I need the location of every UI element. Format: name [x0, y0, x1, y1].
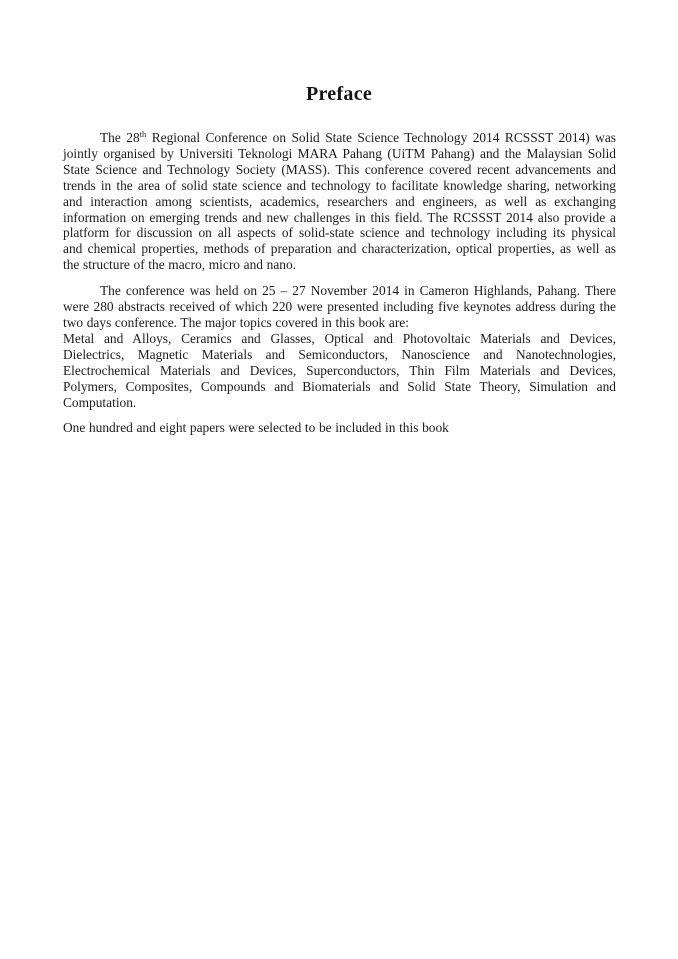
- text-line: The conference was held on 25 – 27 November 2014 in Cameron Highlands, Pahang. There: [100, 283, 616, 299]
- text-line: two days conference. The major topics covered in this book are:: [63, 314, 409, 330]
- text-line: One hundred and eight papers were selected to be included in this book: [63, 420, 449, 436]
- paragraph-topics: [63, 331, 616, 411]
- text-line: platform for discussion on all aspects of solid-state science and technology including its physical: [63, 225, 616, 241]
- text-line: Metal and Alloys, Ceramics and Glasses, Optical and Photovoltaic Materials and Devices,: [63, 330, 616, 346]
- text-line: Computation.: [63, 394, 137, 410]
- text-line: Dielectrics, Magnetic Materials and Semiconductors, Nanoscience and Nanotechnologies,: [63, 346, 616, 362]
- paragraph-intro: [63, 130, 616, 273]
- text-run: The 28: [100, 130, 140, 145]
- text-line: jointly organised by Universiti Teknologi MARA Pahang (UiTM Pahang) and the Malaysian Solid: [63, 145, 616, 161]
- text-line: were 280 abstracts received of which 220 were presented including five keynotes address during the: [63, 299, 616, 315]
- text-run: Regional Conference on Solid State Science Technology 2014 RCSSST 2014) was: [146, 130, 617, 145]
- text-line: the structure of the macro, micro and nano.: [63, 257, 297, 273]
- text-line: Polymers, Composites, Compounds and Biomaterials and Solid State Theory, Simulation and: [63, 378, 616, 394]
- text-line: State Science and Technology Society (MASS). This conference covered recent advancements and: [63, 161, 616, 177]
- superscript: th: [139, 129, 147, 139]
- paragraph-conference-details: [63, 283, 616, 331]
- text-line: and interaction among scientists, academics, researchers and engineers, as well as exchanging: [63, 193, 616, 209]
- text-line: Electrochemical Materials and Devices, Superconductors, Thin Film Materials and Devices,: [63, 362, 616, 378]
- text-line: [63, 130, 616, 146]
- paragraph-closing: [63, 420, 616, 436]
- text-line: information on emerging trends and new challenges in this field. The RCSSST 2014 also provide a: [63, 209, 616, 225]
- text-line: trends in the area of solid state science and technology to facilitate knowledge sharing, networking: [63, 177, 616, 193]
- page-title: Preface: [305, 83, 373, 105]
- page-body: [63, 130, 616, 446]
- text-line: and chemical properties, methods of preparation and characterization, optical properties, as well as: [63, 241, 616, 257]
